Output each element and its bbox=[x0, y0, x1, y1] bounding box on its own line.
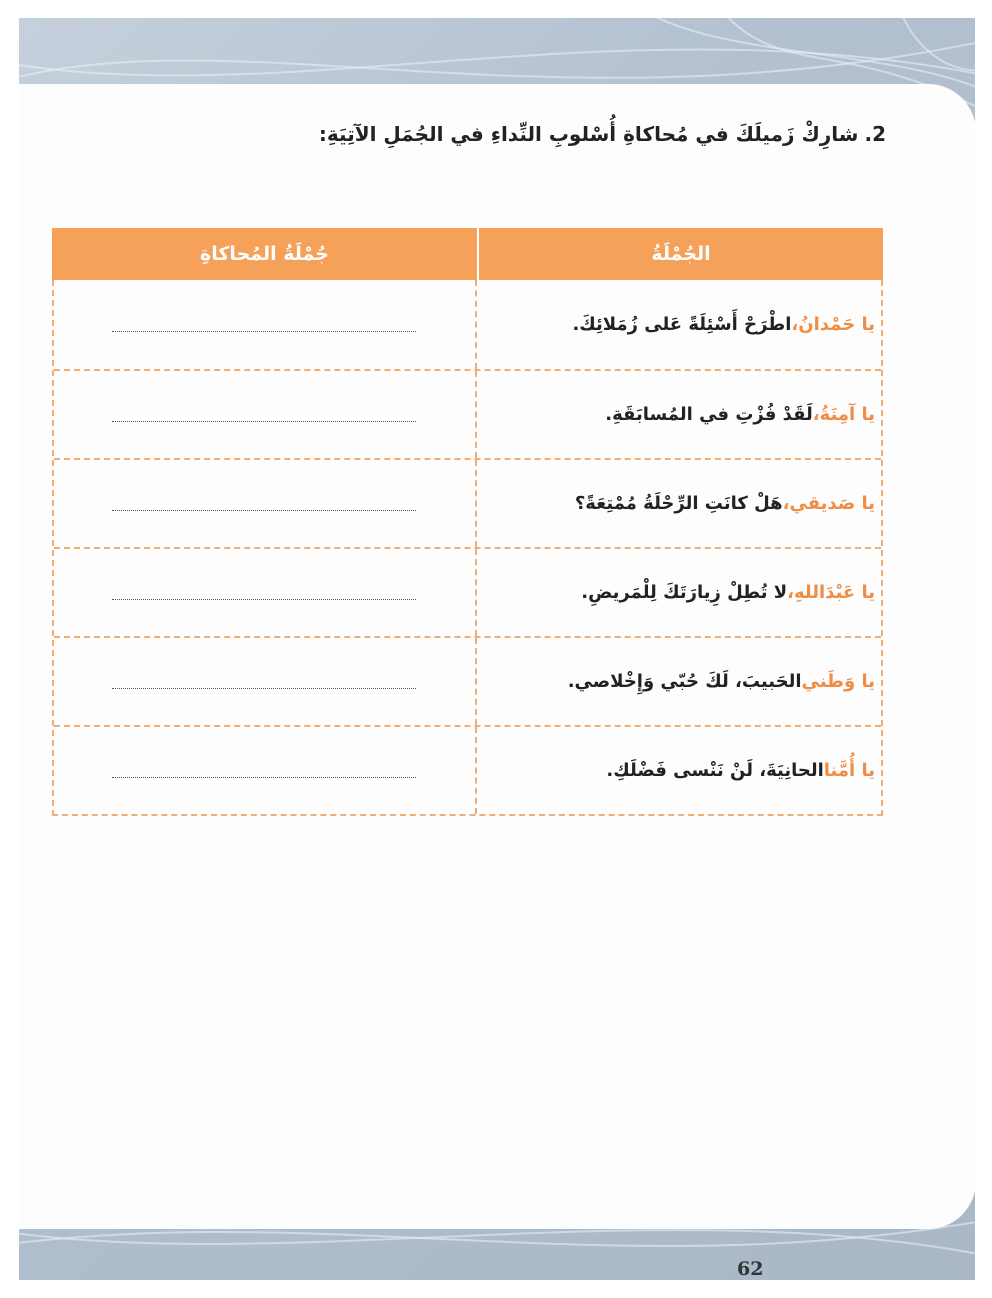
exercise-heading bbox=[319, 122, 886, 146]
answer-dotted-line[interactable] bbox=[112, 599, 416, 600]
sentence-cell bbox=[477, 280, 881, 369]
header-imitation-sentence: جُمْلَةُ المُحاكاةِ bbox=[52, 228, 479, 280]
sentence-rest: اطْرَحْ أَسْئِلَةً عَلى زُمَلائِكَ. bbox=[572, 314, 792, 335]
vocative-phrase: يا عَبْدَاللهِ، bbox=[787, 582, 875, 603]
imitation-answer-cell[interactable] bbox=[54, 280, 477, 369]
vocative-phrase: يا حَمْدانُ، bbox=[791, 314, 875, 335]
vocative-phrase: يا وَطَني bbox=[801, 671, 875, 692]
exercise-instruction: شارِكْ زَميلَكَ في مُحاكاةِ أُسْلوبِ النِّداءِ في الجُمَلِ الآتِيَةِ: bbox=[318, 122, 859, 146]
table-row bbox=[54, 725, 881, 814]
page-number: 62 bbox=[737, 1258, 764, 1280]
vocative-phrase: يا أُمَّنا bbox=[823, 760, 875, 781]
sentence-rest: الحَبيبَ، لَكَ حُبّي وَإِخْلاصي. bbox=[567, 671, 802, 692]
table-row bbox=[54, 280, 881, 369]
vocative-phrase: يا آمِنَةُ، bbox=[812, 404, 875, 425]
answer-dotted-line[interactable] bbox=[112, 421, 416, 422]
table-row bbox=[54, 458, 881, 547]
sentence-cell bbox=[477, 638, 881, 725]
imitation-answer-cell[interactable] bbox=[54, 638, 477, 725]
sentence-cell bbox=[477, 549, 881, 636]
table-row bbox=[54, 547, 881, 636]
sentence-rest: لا تُطِلْ زِيارَتَكَ لِلْمَريضِ. bbox=[581, 582, 788, 603]
imitation-answer-cell[interactable] bbox=[54, 549, 477, 636]
exercise-number: 2. bbox=[864, 122, 886, 146]
answer-dotted-line[interactable] bbox=[112, 688, 416, 689]
sentence-cell bbox=[477, 727, 881, 814]
vocative-phrase: يا صَديقي، bbox=[782, 493, 875, 514]
sentence-rest: الحانِيَةَ، لَنْ نَنْسى فَضْلَكِ. bbox=[606, 760, 824, 781]
table-body bbox=[52, 280, 883, 816]
sentence-rest: لَقَدْ فُزْتِ في المُسابَقَةِ. bbox=[605, 404, 813, 425]
table-row bbox=[54, 369, 881, 458]
header-sentence: الجُمْلَةُ bbox=[651, 243, 711, 265]
answer-dotted-line[interactable] bbox=[112, 510, 416, 511]
sentence-cell bbox=[477, 371, 881, 458]
imitation-answer-cell[interactable] bbox=[54, 371, 477, 458]
imitation-answer-cell[interactable] bbox=[54, 727, 477, 814]
answer-dotted-line[interactable] bbox=[112, 331, 416, 332]
imitation-table bbox=[52, 228, 883, 816]
sentence-rest: هَلْ كانَتِ الرِّحْلَةُ مُمْتِعَةً؟ bbox=[574, 493, 783, 514]
sentence-cell bbox=[477, 460, 881, 547]
table-header-row bbox=[52, 228, 883, 280]
table-row bbox=[54, 636, 881, 725]
answer-dotted-line[interactable] bbox=[112, 777, 416, 778]
imitation-answer-cell[interactable] bbox=[54, 460, 477, 547]
